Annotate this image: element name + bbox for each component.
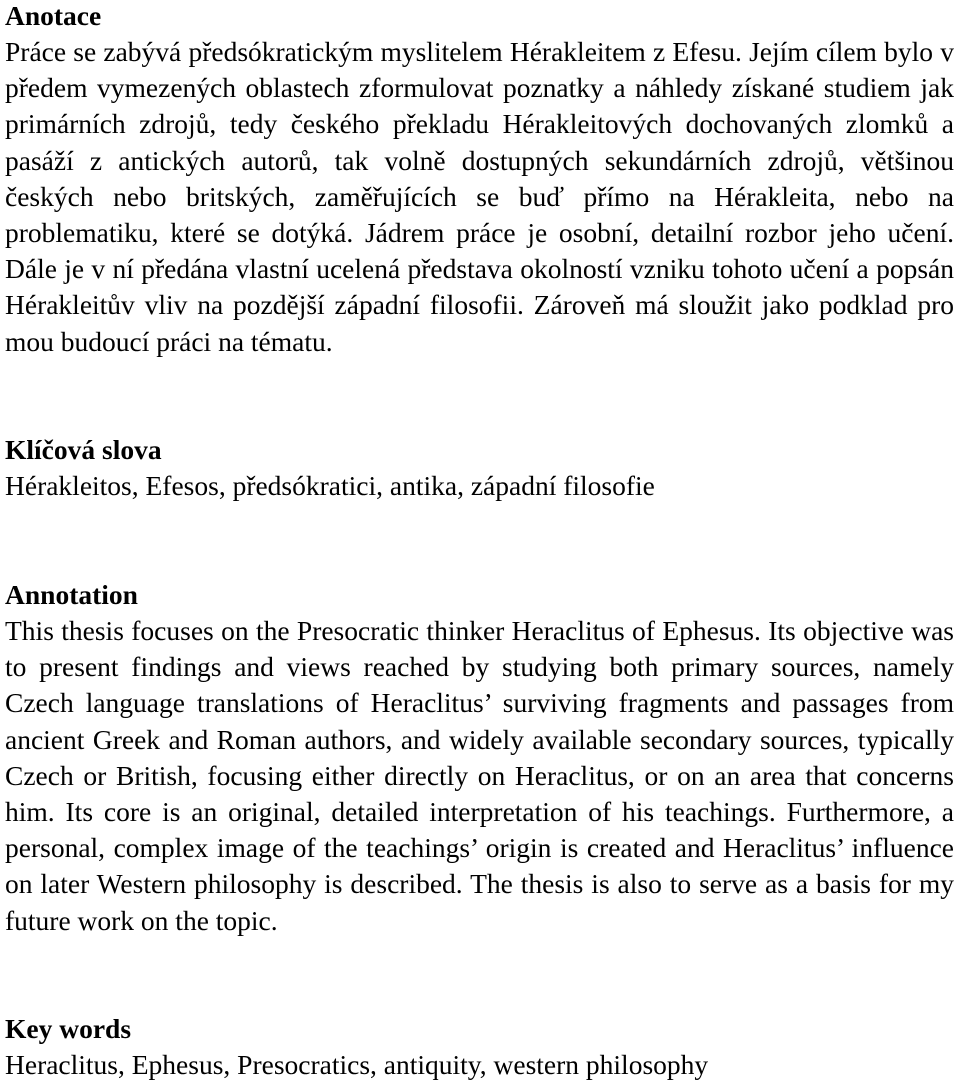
- english-keywords-text: Heraclitus, Ephesus, Presocratics, antiquity, western philosophy: [5, 1049, 709, 1080]
- czech-annotation-heading: Anotace: [5, 0, 102, 31]
- english-keywords-heading: Key words: [5, 1013, 132, 1044]
- czech-keywords-text: Hérakleitos, Efesos, předsókratici, antika, západní filosofie: [5, 470, 655, 501]
- english-annotation-text: This thesis focuses on the Presocratic thinker Heraclitus of Ephesus. Its objective was to present findings and views reached by studying both primary sources, namely Czech language translations of Heraclitus’ surviving fragments and passages from ancient Greek and Roman authors, and widely available secondary sources, typically Czech or British, focusing either directly on Heraclitus, or on an area that concerns him. Its core is an original, detailed interpretation of his teachings. Furthermore, a personal, complex image of the teachings’ origin is created and Heraclitus’ influence on later Western philosophy is described. The thesis is also to serve as a basis for my future work on the topic.: [5, 615, 954, 936]
- english-annotation-heading: Annotation: [5, 579, 138, 610]
- czech-keywords-heading: Klíčová slova: [5, 434, 162, 465]
- czech-annotation-text: Práce se zabývá předsókratickým myslitelem Hérakleitem z Efesu. Jejím cílem bylo v předem vymezených oblastech zformulovat poznatky a náhledy získané studiem jak primárních zdrojů, tedy českého překladu Hérakleitových dochovaných zlomků a pasáží z antických autorů, tak volně dostupných sekundárních zdrojů, většinou českých nebo britských, zaměřujících se buď přímo na Hérakleita, nebo na problematiku, které se dotýká. Jádrem práce je osobní, detailní rozbor jeho učení. Dále je v ní předána vlastní ucelená představa okolností vzniku tohoto učení a popsán Hérakleitův vliv na pozdější západní filosofii. Zároveň má sloužit jako podklad pro mou budoucí práci na tématu.: [5, 36, 954, 357]
